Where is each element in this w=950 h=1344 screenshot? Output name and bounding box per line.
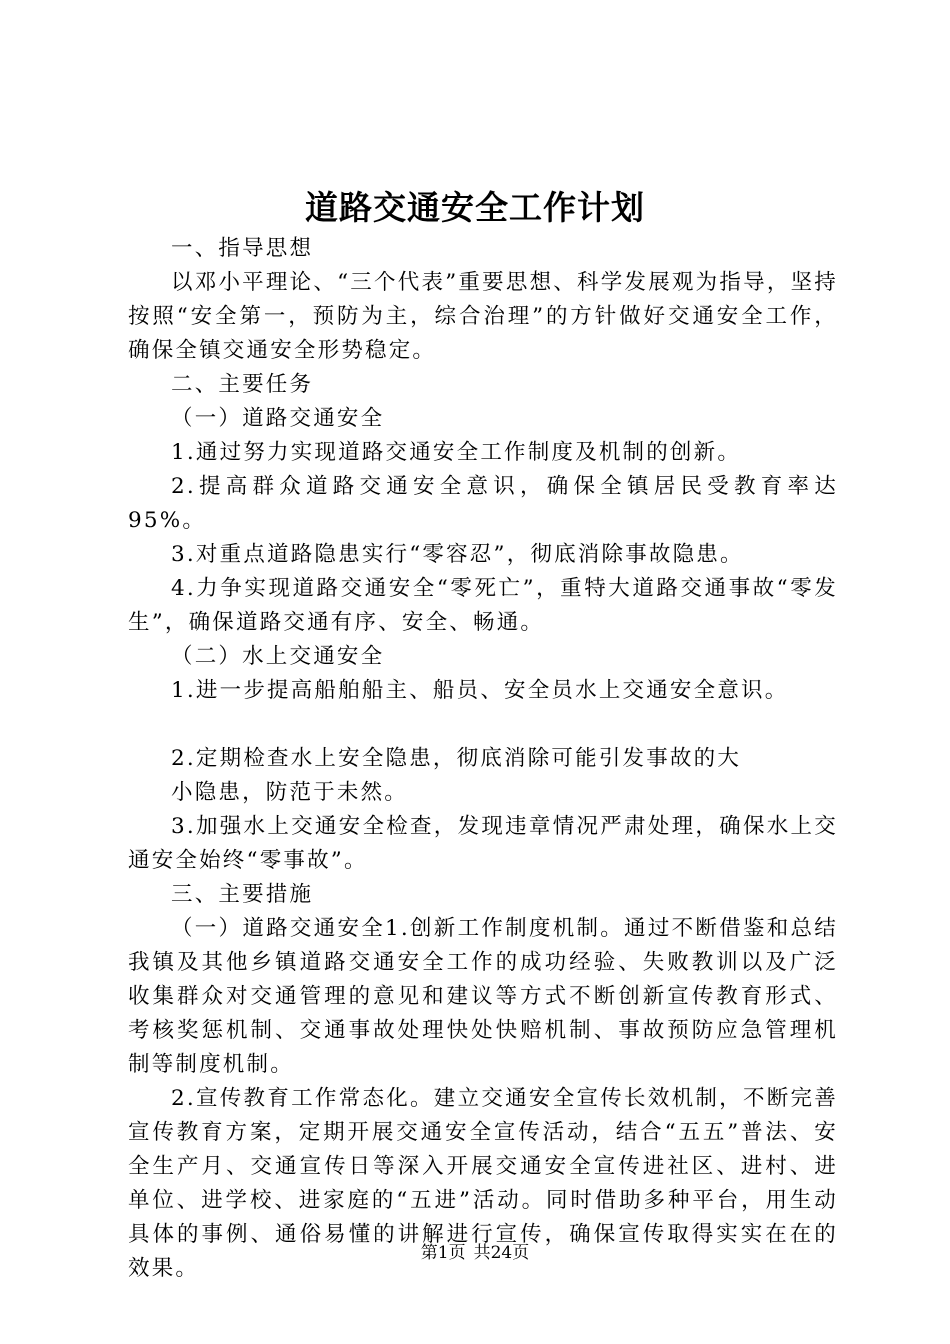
measure-paragraph: 2.宣传教育工作常态化。建立交通安全宣传长效机制，不断完善宣传教育方案，定期开展交通安全宣传活动，结合“五五”普法、安全生产月、交通宣传日等深入开展交通安全宣传进社区、进村、进单位、进学校、进家庭的“五进”活动。同时借助多种平台，用生动具体的事例、通俗易懂的讲解进行宣传，确保宣传取得实实在在的效果。 [128, 1086, 838, 1281]
page-total: 共24页 [473, 1243, 530, 1263]
task-item-continuation: 小隐患，防范于未然。 [171, 780, 409, 805]
task-item: 1.通过努力实现道路交通安全工作制度及机制的创新。 [171, 440, 742, 465]
task-item: 2.提高群众道路交通安全意识，确保全镇居民受教育率达95%。 [128, 474, 838, 533]
task-item: 2.定期检查水上安全隐患，彻底消除可能引发事故的大 [171, 746, 742, 771]
page-footer [0, 1241, 950, 1265]
subheading-road-traffic: （一）道路交通安全 [171, 406, 385, 431]
paragraph-guiding-ideology: 以邓小平理论、“三个代表”重要思想、科学发展观为指导，坚持按照“安全第一，预防为主，综合治理”的方针做好交通安全工作，确保全镇交通安全形势稳定。 [128, 270, 838, 363]
task-item: 3.加强水上交通安全检查，发现违章情况严肃处理，确保水上交通安全始终“零事故”。 [128, 814, 838, 873]
task-item: 1.进一步提高船舶船主、船员、安全员水上交通安全意识。 [171, 678, 789, 703]
measure-paragraph: （一）道路交通安全1.创新工作制度机制。通过不断借鉴和总结我镇及其他乡镇道路交通安全工作的成功经验、失败教训以及广泛收集群众对交通管理的意见和建议等方式不断创新宣传教育形式、考核奖惩机制、交通事故处理快处快赔机制、事故预防应急管理机制等制度机制。 [128, 916, 838, 1077]
section-heading-guiding-ideology: 一、指导思想 [171, 236, 314, 261]
document-title: 道路交通安全工作计划 [305, 188, 645, 227]
section-heading-main-measures: 三、主要措施 [171, 882, 314, 907]
section-heading-main-tasks: 二、主要任务 [171, 372, 314, 397]
task-item: 4.力争实现道路交通安全“零死亡”，重特大道路交通事故“零发生”，确保道路交通有序、安全、畅通。 [128, 576, 838, 635]
document-body [128, 232, 838, 1286]
subheading-water-traffic: （二）水上交通安全 [171, 644, 385, 669]
task-item: 3.对重点道路隐患实行“零容忍”，彻底消除事故隐患。 [171, 542, 744, 567]
page-number: 第1页 [420, 1243, 466, 1263]
